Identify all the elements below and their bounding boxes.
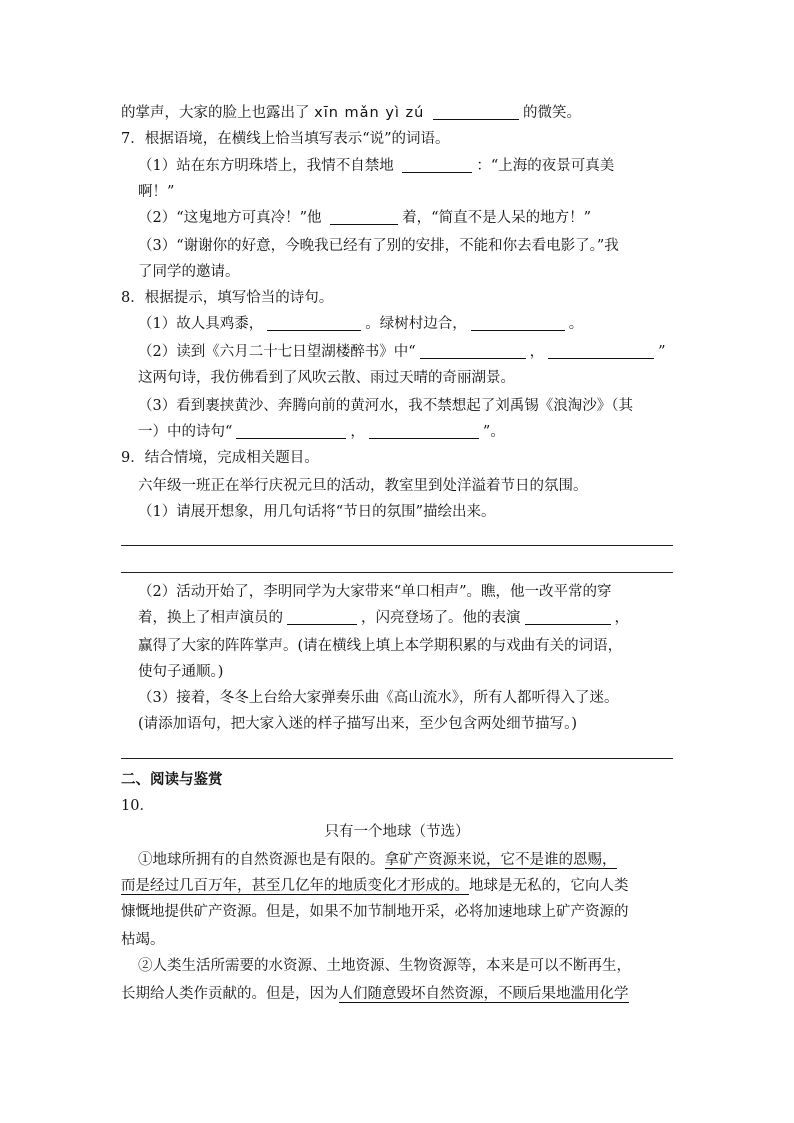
text-fragment: 着，“简直不是人呆的地方！” <box>402 210 591 226</box>
text-fragment: ， <box>350 424 365 440</box>
text-fragment: 的掌声，大家的脸上也露出了 <box>121 105 310 121</box>
text-line <box>138 608 698 628</box>
text-fragment: （1）故人具鸡黍， <box>138 316 264 332</box>
answer-blank[interactable] <box>369 424 479 439</box>
answer-blank[interactable] <box>236 424 346 439</box>
underlined-text: 人们随意毁坏自然资源，不顾后果地滥用化学 <box>338 986 629 1002</box>
text-fragment: ” <box>658 344 666 360</box>
text-fragment: （2）读到《六月二十七日望湖楼醉书》中“ <box>138 344 416 360</box>
text-line: (请添加语句，把大家入迷的样子描写出来，至少包含两处细节描写。) <box>138 716 578 732</box>
text-line <box>138 208 698 228</box>
answer-blank[interactable] <box>471 316 565 331</box>
question-10: 10． <box>121 798 154 814</box>
question-9: 9．结合情境，完成相关题目。 <box>121 450 319 466</box>
text-line: 了同学的邀请。 <box>138 264 240 280</box>
answer-blank[interactable] <box>330 210 398 225</box>
text-line <box>121 103 681 123</box>
text-line <box>138 314 698 334</box>
text-line: 枯竭。 <box>121 932 165 948</box>
text-line: （3）“谢谢你的好意，今晚我已经有了别的安排，不能和你去看电影了。”我 <box>138 238 619 254</box>
text-fragment: 一）中的诗句“ <box>138 424 233 440</box>
text-fragment: 着，换上了相声演员的 <box>138 610 283 626</box>
answer-blank[interactable] <box>548 344 654 359</box>
answer-blank[interactable] <box>433 105 519 120</box>
answer-line[interactable] <box>121 758 673 759</box>
text-fragment: （2）“这鬼地方可真冷！”他 <box>138 210 322 226</box>
text-fragment: ， <box>529 344 545 360</box>
text-line: （1）请展开想象，用几句话将“节日的氛围”描绘出来。 <box>138 504 496 520</box>
text-fragment: ①地球所拥有的自然资源也是有限的。 <box>138 852 385 868</box>
text-line <box>138 156 698 176</box>
text-line: 六年级一班正在举行庆祝元旦的活动，教室里到处洋溢着节日的氛围。 <box>138 478 588 494</box>
answer-blank[interactable] <box>525 610 611 625</box>
answer-blank[interactable] <box>267 316 361 331</box>
text-fragment: 。绿树村边合， <box>365 316 467 332</box>
text-fragment: 。 <box>568 316 584 332</box>
text-line: 这两句诗，我仿佛看到了风吹云散、雨过天晴的奇丽湖景。 <box>138 370 515 386</box>
text-line: （3）看到裹挟黄沙、奔腾向前的黄河水，我不禁想起了刘禹锡《浪淘沙》（其 <box>138 398 633 414</box>
question-7: 7．根据语境，在横线上恰当填写表示“说”的词语。 <box>121 131 450 147</box>
text-line: 赢得了大家的阵阵掌声。(请在横线上填上本学期积累的与戏曲有关的词语， <box>138 638 623 654</box>
pinyin-prompt: xīn mǎn yì zú <box>314 105 425 121</box>
text-fragment: 长期给人类作贡献的。但是，因为 <box>121 986 339 1002</box>
underlined-text: 而是经过几百万年，甚至几亿年的地质变化才形成的。 <box>121 878 469 894</box>
text-line <box>138 342 698 362</box>
text-line: （3）接着，冬冬上台给大家弹奏乐曲《高山流水》，所有人都听得入了迷。 <box>138 690 619 706</box>
text-line: ②人类生活所需要的水资源、土地资源、生物资源等，本来是可以不断再生， <box>138 958 631 974</box>
text-fragment: 地球是无私的，它向人类 <box>469 878 629 894</box>
answer-blank[interactable] <box>420 344 526 359</box>
section-heading: 二、阅读与鉴赏 <box>121 771 223 788</box>
text-fragment: 的微笑。 <box>522 105 581 121</box>
underlined-text: 拿矿产资源来说，它不是谁的恩赐， <box>384 852 617 868</box>
text-line <box>138 422 698 442</box>
text-fragment: ：“上海的夜景可真美 <box>476 158 615 174</box>
answer-line[interactable] <box>121 545 673 546</box>
text-line: （2）活动开始了，李明同学为大家带来“单口相声”。瞧，他一改平常的穿 <box>138 584 612 600</box>
text-line: 慷慨地提供矿产资源。但是，如果不加节制地开采，必将加速地球上矿产资源的 <box>121 904 629 920</box>
answer-line[interactable] <box>121 572 673 573</box>
text-fragment: ，闪亮登场了。他的表演 <box>361 610 521 626</box>
text-fragment: （1）站在东方明珠塔上，我情不自禁地 <box>138 158 394 174</box>
text-line <box>121 984 681 1004</box>
passage-title: 只有一个地球（节选） <box>324 824 470 840</box>
text-line <box>138 850 698 870</box>
text-line: 使句子通顺。) <box>138 664 224 680</box>
text-line <box>121 876 681 896</box>
text-line: 啊！” <box>138 184 175 200</box>
question-8: 8．根据提示，填写恰当的诗句。 <box>121 290 334 306</box>
text-fragment: ， <box>614 610 629 626</box>
answer-blank[interactable] <box>287 610 357 625</box>
answer-blank[interactable] <box>402 158 472 173</box>
text-fragment: ”。 <box>482 424 505 440</box>
